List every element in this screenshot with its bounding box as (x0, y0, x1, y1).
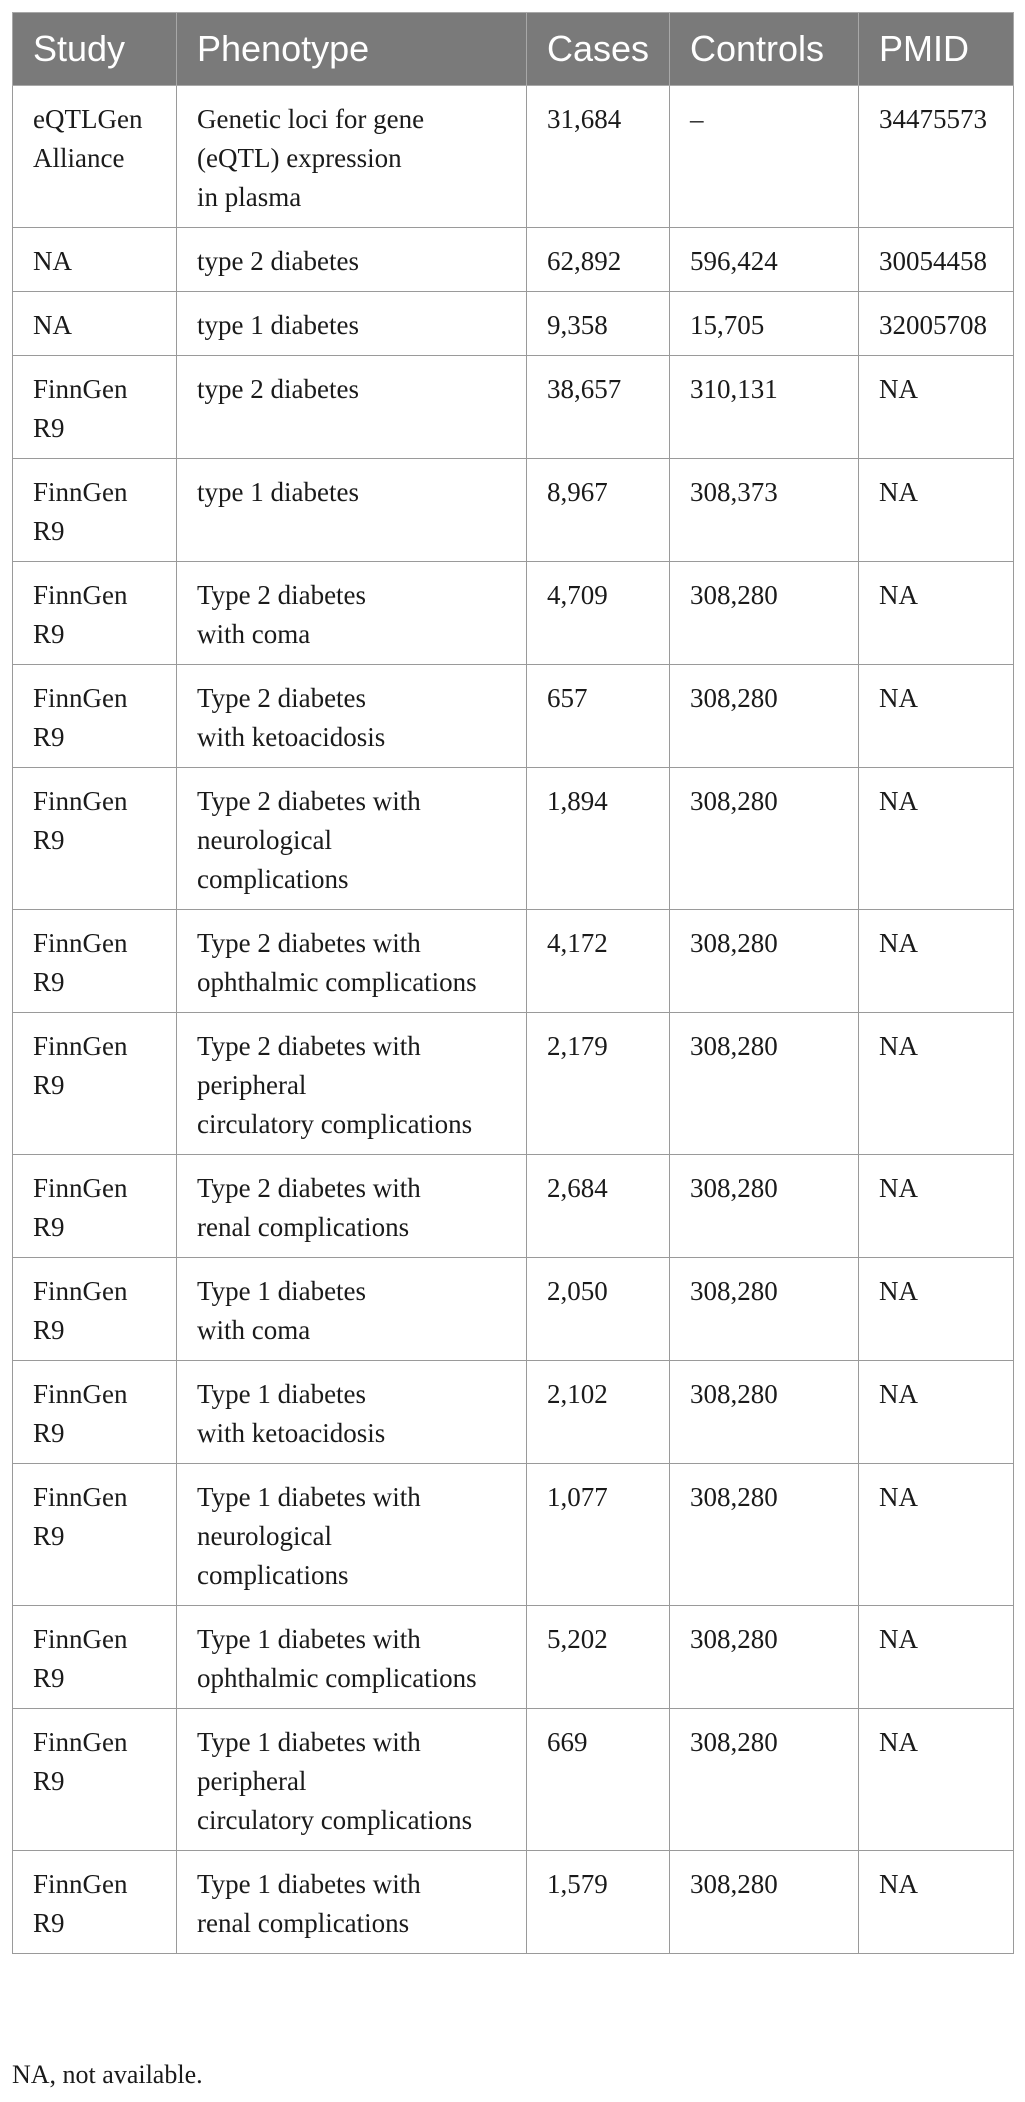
table-row (13, 356, 1014, 459)
cell-pmid: NA (859, 562, 1014, 665)
cell-controls: 308,280 (670, 665, 859, 768)
cell-phenotype: type 1 diabetes (177, 292, 527, 356)
cell-phenotype: Type 2 diabetes with coma (177, 562, 527, 665)
cell-pmid: NA (859, 1258, 1014, 1361)
table-row (13, 1013, 1014, 1155)
cell-controls: 308,280 (670, 1013, 859, 1155)
cell-pmid: NA (859, 1361, 1014, 1464)
cell-study: FinnGen R9 (13, 1361, 177, 1464)
cell-phenotype: Type 1 diabetes with ketoacidosis (177, 1361, 527, 1464)
cell-phenotype: type 1 diabetes (177, 459, 527, 562)
data-table-container (12, 12, 1013, 1954)
cell-cases: 4,709 (527, 562, 670, 665)
cell-cases: 2,050 (527, 1258, 670, 1361)
cell-phenotype: Type 2 diabetes with neurological complications (177, 768, 527, 910)
cell-study: NA (13, 292, 177, 356)
table-row (13, 1851, 1014, 1954)
cell-study: FinnGen R9 (13, 768, 177, 910)
table-row (13, 562, 1014, 665)
header-controls: Controls (670, 13, 859, 86)
cell-phenotype: Type 2 diabetes with ketoacidosis (177, 665, 527, 768)
cell-pmid: NA (859, 665, 1014, 768)
cell-pmid: NA (859, 1709, 1014, 1851)
cell-controls: 308,280 (670, 1464, 859, 1606)
cell-controls: – (670, 86, 859, 228)
cell-phenotype: Genetic loci for gene (eQTL) expression in plasma (177, 86, 527, 228)
cell-cases: 2,102 (527, 1361, 670, 1464)
cell-pmid: 32005708 (859, 292, 1014, 356)
cell-cases: 9,358 (527, 292, 670, 356)
cell-cases: 1,579 (527, 1851, 670, 1954)
study-table (12, 12, 1014, 1954)
cell-pmid: NA (859, 910, 1014, 1013)
cell-cases: 8,967 (527, 459, 670, 562)
cell-pmid: NA (859, 459, 1014, 562)
cell-cases: 1,077 (527, 1464, 670, 1606)
cell-study: FinnGen R9 (13, 459, 177, 562)
table-row (13, 768, 1014, 910)
cell-controls: 308,280 (670, 1155, 859, 1258)
cell-cases: 2,179 (527, 1013, 670, 1155)
cell-study: FinnGen R9 (13, 1464, 177, 1606)
cell-cases: 5,202 (527, 1606, 670, 1709)
cell-phenotype: Type 1 diabetes with coma (177, 1258, 527, 1361)
table-row (13, 1464, 1014, 1606)
cell-cases: 38,657 (527, 356, 670, 459)
cell-study: FinnGen R9 (13, 665, 177, 768)
table-header-row (13, 13, 1014, 86)
table-row (13, 1155, 1014, 1258)
table-row (13, 910, 1014, 1013)
cell-pmid: NA (859, 1155, 1014, 1258)
cell-controls: 308,280 (670, 910, 859, 1013)
cell-phenotype: type 2 diabetes (177, 228, 527, 292)
cell-phenotype: Type 2 diabetes with renal complications (177, 1155, 527, 1258)
cell-controls: 308,280 (670, 768, 859, 910)
cell-phenotype: Type 1 diabetes with peripheral circulatory complications (177, 1709, 527, 1851)
cell-cases: 62,892 (527, 228, 670, 292)
table-row (13, 1606, 1014, 1709)
cell-study: FinnGen R9 (13, 562, 177, 665)
cell-pmid: NA (859, 1851, 1014, 1954)
cell-controls: 308,280 (670, 1361, 859, 1464)
cell-pmid: NA (859, 1464, 1014, 1606)
cell-cases: 2,684 (527, 1155, 670, 1258)
cell-pmid: NA (859, 1606, 1014, 1709)
header-study: Study (13, 13, 177, 86)
header-pmid: PMID (859, 13, 1014, 86)
cell-study: FinnGen R9 (13, 1709, 177, 1851)
cell-phenotype: Type 2 diabetes with ophthalmic complications (177, 910, 527, 1013)
cell-controls: 310,131 (670, 356, 859, 459)
cell-controls: 308,280 (670, 1258, 859, 1361)
table-row (13, 665, 1014, 768)
cell-phenotype: type 2 diabetes (177, 356, 527, 459)
table-row (13, 228, 1014, 292)
cell-study: FinnGen R9 (13, 1013, 177, 1155)
table-footnote: NA, not available. (12, 2060, 203, 2089)
cell-study: FinnGen R9 (13, 1258, 177, 1361)
cell-phenotype: Type 1 diabetes with renal complications (177, 1851, 527, 1954)
cell-phenotype: Type 1 diabetes with ophthalmic complications (177, 1606, 527, 1709)
cell-pmid: 34475573 (859, 86, 1014, 228)
cell-pmid: NA (859, 356, 1014, 459)
cell-cases: 669 (527, 1709, 670, 1851)
table-row (13, 86, 1014, 228)
table-body (13, 86, 1014, 1954)
cell-study: eQTLGen Alliance (13, 86, 177, 228)
header-cases: Cases (527, 13, 670, 86)
cell-study: NA (13, 228, 177, 292)
cell-study: FinnGen R9 (13, 910, 177, 1013)
cell-cases: 657 (527, 665, 670, 768)
cell-pmid: NA (859, 1013, 1014, 1155)
cell-cases: 1,894 (527, 768, 670, 910)
cell-study: FinnGen R9 (13, 356, 177, 459)
cell-controls: 15,705 (670, 292, 859, 356)
cell-pmid: NA (859, 768, 1014, 910)
cell-controls: 308,280 (670, 1709, 859, 1851)
cell-controls: 308,280 (670, 1606, 859, 1709)
table-row (13, 1709, 1014, 1851)
cell-phenotype: Type 1 diabetes with neurological complications (177, 1464, 527, 1606)
cell-cases: 4,172 (527, 910, 670, 1013)
cell-controls: 308,280 (670, 1851, 859, 1954)
table-row (13, 1258, 1014, 1361)
cell-study: FinnGen R9 (13, 1851, 177, 1954)
table-row (13, 292, 1014, 356)
cell-phenotype: Type 2 diabetes with peripheral circulatory complications (177, 1013, 527, 1155)
table-row (13, 459, 1014, 562)
cell-study: FinnGen R9 (13, 1155, 177, 1258)
table-row (13, 1361, 1014, 1464)
cell-cases: 31,684 (527, 86, 670, 228)
cell-pmid: 30054458 (859, 228, 1014, 292)
cell-controls: 596,424 (670, 228, 859, 292)
cell-controls: 308,280 (670, 562, 859, 665)
cell-study: FinnGen R9 (13, 1606, 177, 1709)
header-phenotype: Phenotype (177, 13, 527, 86)
cell-controls: 308,373 (670, 459, 859, 562)
